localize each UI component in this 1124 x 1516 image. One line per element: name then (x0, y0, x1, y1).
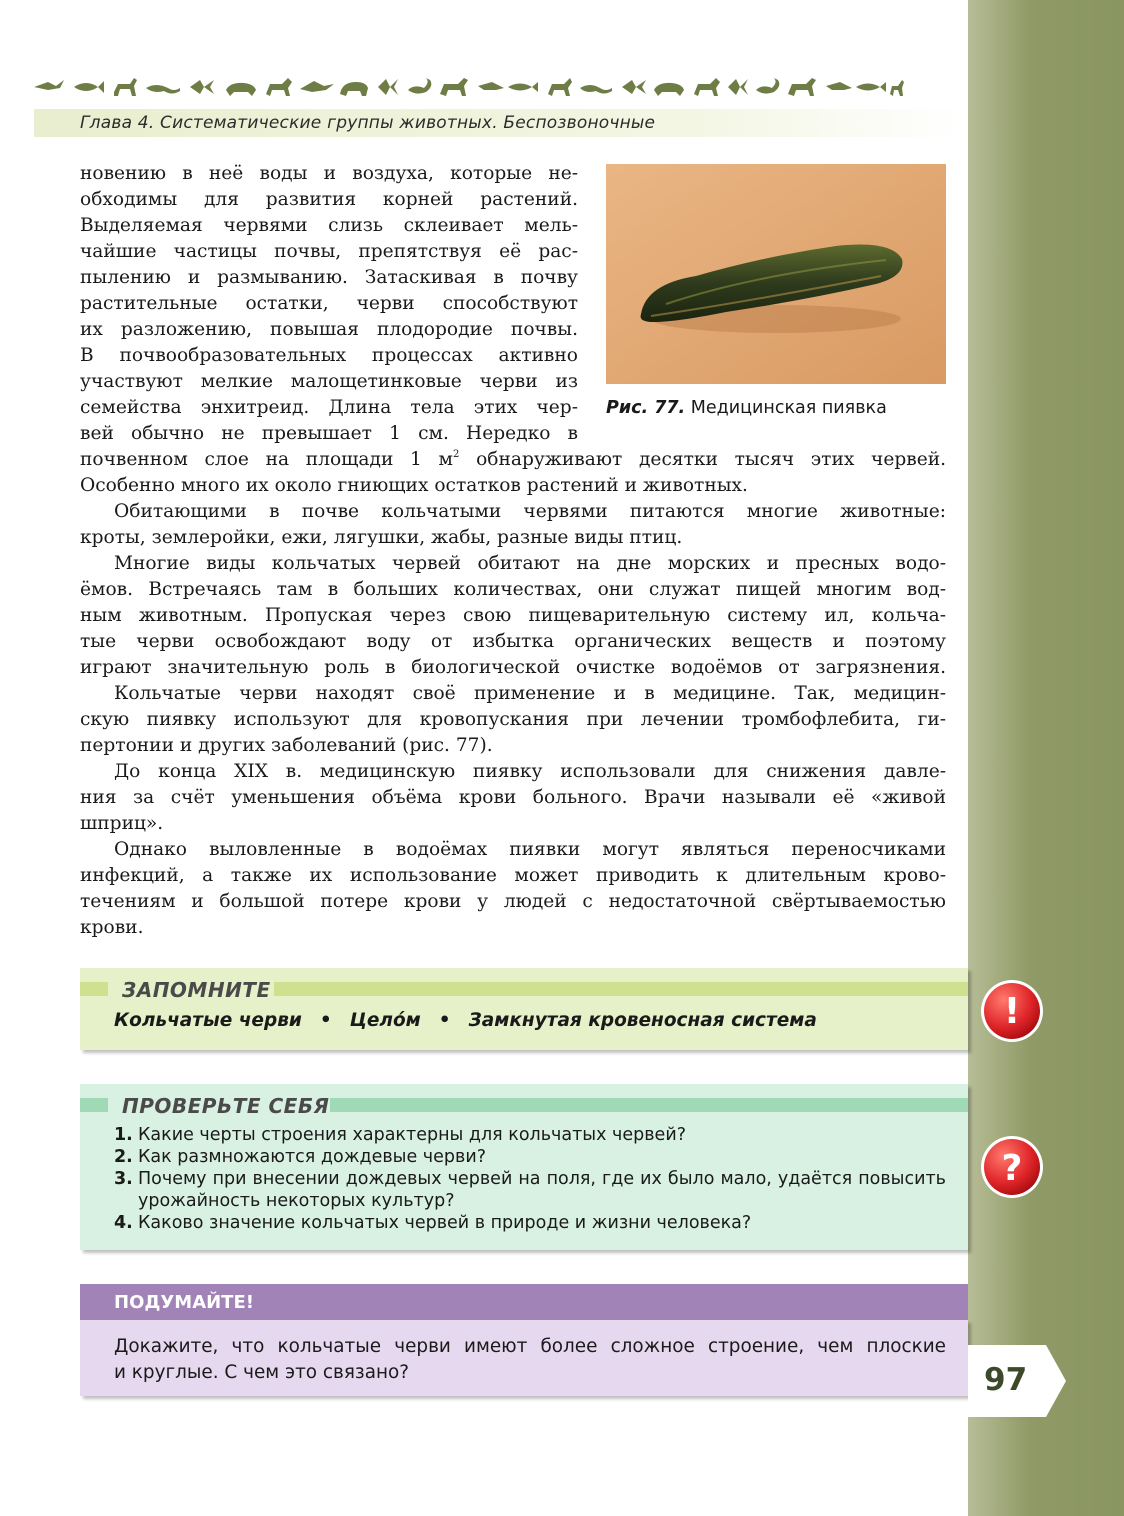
body-line: течениям и большой потере крови у людей с недостаточной свёртываемостью (80, 891, 946, 912)
body-line-with-superscript (80, 447, 946, 473)
remember-stripe (274, 982, 968, 996)
question-text: Почему при внесении дождевых червей на поля, где их было мало, удаётся повысить (138, 1169, 946, 1189)
question-number: 4. (114, 1213, 133, 1233)
term-separator: • (319, 1010, 332, 1031)
think-text: Докажите, что кольчатые черви имеют более сложное строение, чем плоские (114, 1336, 946, 1357)
body-line: ным животным. Пропуская через свою пищеварительную систему ил, кольча- (80, 605, 946, 626)
body-line: Выделяемая червями слизь склеивает мель- (80, 215, 578, 236)
bird2-icon (300, 81, 334, 92)
body-line: До конца XIX в. медицинскую пиявку использовали для снижения давле- (114, 761, 946, 782)
dog2-icon (694, 78, 720, 96)
think-title: ПОДУМАЙТЕ! (114, 1292, 254, 1313)
term-closed-circulatory: Замкнутая кровеносная система (468, 1010, 817, 1031)
bird4-icon (826, 82, 852, 90)
body-line: играют значительную роль в биологической очистке водоёмов от загрязнения. (80, 657, 946, 678)
body-line: участвуют мелкие малощетинковые черви из (80, 371, 578, 392)
check-yourself-box (80, 1084, 968, 1250)
body-line: новению в неё воды и воздуха, которые не- (80, 163, 578, 184)
boar2-icon (654, 83, 684, 96)
deer2-icon (890, 80, 904, 96)
body-line: Однако выловленные в водоёмах пиявки могут являться переносчиками (114, 839, 946, 860)
check-title: ПРОВЕРЬТЕ СЕБЯ (122, 1094, 330, 1118)
think-header (80, 1284, 968, 1320)
lizard2-icon (580, 85, 612, 94)
remember-box (80, 968, 968, 1050)
badge-symbol: ? (1001, 1148, 1023, 1189)
body-line: крови. (80, 917, 144, 938)
horse-icon (440, 78, 468, 96)
bison-icon (340, 82, 368, 96)
body-line: кроты, землеройки, ежи, лягушки, жабы, разные виды птиц. (80, 527, 683, 548)
body-text: почвенном слое на площади 1 м (80, 449, 454, 470)
term-coelom: Цело́м (349, 1010, 421, 1031)
running-header-title: Глава 4. Систематические группы животных. Беспозвоночные (80, 113, 656, 133)
fish3-icon (856, 82, 886, 92)
check-stripe (80, 1098, 108, 1112)
question-text: Какие черты строения характерны для кольчатых червей? (138, 1125, 686, 1145)
body-line: чайшие частицы почвы, препятствуя её рас- (80, 241, 578, 262)
term-annelids: Кольчатые черви (114, 1010, 302, 1031)
think-box (80, 1320, 968, 1396)
body-line: Особенно много их около гниющих остатков растений и животных. (80, 475, 748, 496)
question-text: Как размножаются дождевые черви? (138, 1147, 486, 1167)
butterfly-icon (378, 79, 398, 95)
body-line: семейства энхитреид. Длина тела этих чер- (80, 397, 578, 418)
question-number: 3. (114, 1169, 133, 1189)
body-line: Обитающими в почве кольчатыми червями питаются многие животные: (114, 501, 946, 522)
butterfly2-icon (728, 79, 748, 95)
side-decor-strip (968, 0, 1124, 1516)
body-line: пертонии и других заболеваний (рис. 77). (80, 735, 493, 756)
figure-label: Рис. 77. (606, 398, 686, 418)
superscript: 2 (453, 449, 460, 460)
body-line: шприц». (80, 813, 164, 834)
insect-icon (190, 80, 214, 94)
body-line: их разложению, повышая плодородие почвы. (80, 319, 578, 340)
body-line: тые черви освобождают воду от избытка органических веществ и поэтому (80, 631, 946, 652)
body-line: Многие виды кольчатых червей обитают на дне морских и пресных водо- (114, 553, 946, 574)
body-line: Кольчатые черви находят своё применение и в медицине. Так, медицин- (114, 683, 946, 704)
bird-icon (34, 80, 64, 90)
body-line: инфекций, а также их использование может приводить к длительным крово- (80, 865, 946, 886)
body-line: В почвообразовательных процессах активно (80, 345, 578, 366)
body-line: пылению и размыванию. Затаскивая в почву (80, 267, 578, 288)
question-number: 1. (114, 1125, 133, 1145)
fish2-icon (508, 82, 538, 92)
think-text: и круглые. С чем это связано? (114, 1362, 409, 1383)
lizard-icon (146, 85, 180, 94)
page-number: 97 (984, 1362, 1028, 1398)
goat-icon (548, 78, 572, 96)
question-badge-icon (979, 1134, 1045, 1200)
deer-icon (114, 78, 137, 96)
scorpion-icon (408, 78, 431, 94)
insect2-icon (622, 80, 646, 94)
figure-leech-photo (606, 164, 946, 384)
body-line: растительные остатки, черви способствуют (80, 293, 578, 314)
fish-icon (74, 81, 104, 93)
scorpion2-icon (756, 78, 779, 94)
boar-icon (226, 83, 256, 96)
exclamation-badge-icon (979, 978, 1045, 1044)
animal-silhouettes-decor (34, 74, 904, 100)
question-text: урожайность некоторых культур? (138, 1191, 455, 1211)
horse2-icon (788, 78, 816, 96)
figure-caption (606, 398, 887, 418)
question-number: 2. (114, 1147, 133, 1167)
question-text: Каково значение кольчатых червей в природе и жизни человека? (138, 1213, 752, 1233)
body-line: вей обычно не превышает 1 см. Нередко в (80, 423, 578, 444)
figure-caption-text: Медицинская пиявка (690, 398, 887, 418)
body-line: ния за счёт уменьшения объёма крови больного. Врачи называли её «живой (80, 787, 946, 808)
badge-symbol: ! (1003, 991, 1021, 1032)
remember-stripe (80, 982, 108, 996)
body-line: обходимы для развития корней растений. (80, 189, 578, 210)
body-line: ёмов. Встречаясь там в больших количествах, они служат пищей многим вод- (80, 579, 946, 600)
remember-terms (114, 1010, 817, 1031)
check-stripe (330, 1098, 968, 1112)
body-text: обнаруживают десятки тысяч этих червей. (459, 449, 947, 470)
bird3-icon (478, 82, 504, 90)
term-separator: • (438, 1010, 451, 1031)
dog-icon (266, 78, 292, 96)
remember-title: ЗАПОМНИТЕ (122, 978, 271, 1002)
body-line: скую пиявку используют для кровопускания при лечении тромбофлебита, ги- (80, 709, 946, 730)
